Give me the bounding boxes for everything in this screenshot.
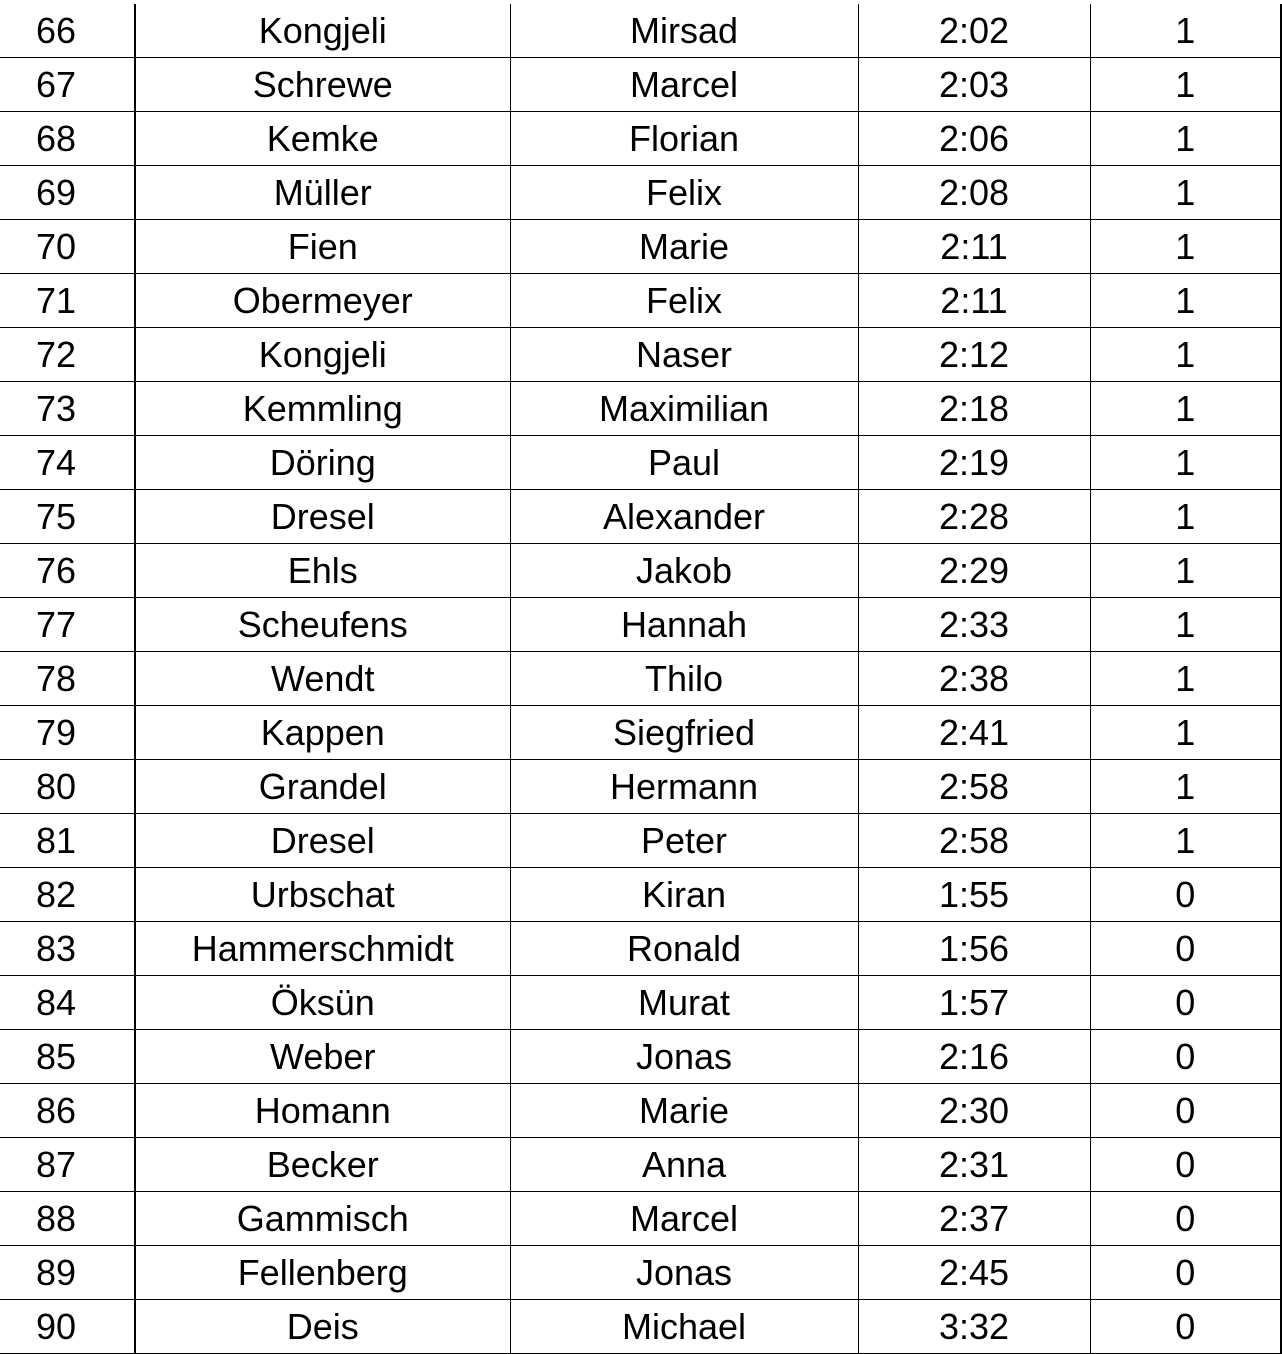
first-name-cell: Marcel — [510, 58, 858, 112]
table-row — [0, 976, 1281, 1030]
first-name-cell: Kiran — [510, 868, 858, 922]
flag-cell: 0 — [1090, 1030, 1281, 1084]
results-table-body — [0, 4, 1281, 1354]
time-cell: 2:08 — [858, 166, 1090, 220]
results-table — [0, 4, 1282, 1354]
flag-cell: 1 — [1090, 274, 1281, 328]
flag-cell: 0 — [1090, 1246, 1281, 1300]
place-cell: 67 — [0, 58, 135, 112]
place-cell: 80 — [0, 760, 135, 814]
place-cell: 83 — [0, 922, 135, 976]
place-cell: 68 — [0, 112, 135, 166]
time-cell: 2:12 — [858, 328, 1090, 382]
place-cell: 72 — [0, 328, 135, 382]
first-name-cell: Marie — [510, 1084, 858, 1138]
last-name-cell: Müller — [135, 166, 510, 220]
time-cell: 2:29 — [858, 544, 1090, 598]
time-cell: 2:33 — [858, 598, 1090, 652]
place-cell: 75 — [0, 490, 135, 544]
last-name-cell: Döring — [135, 436, 510, 490]
place-cell: 71 — [0, 274, 135, 328]
first-name-cell: Siegfried — [510, 706, 858, 760]
table-row — [0, 1138, 1281, 1192]
flag-cell: 0 — [1090, 976, 1281, 1030]
place-cell: 74 — [0, 436, 135, 490]
flag-cell: 1 — [1090, 4, 1281, 58]
table-row — [0, 814, 1281, 868]
place-cell: 73 — [0, 382, 135, 436]
time-cell: 2:31 — [858, 1138, 1090, 1192]
last-name-cell: Becker — [135, 1138, 510, 1192]
time-cell: 2:02 — [858, 4, 1090, 58]
time-cell: 2:11 — [858, 274, 1090, 328]
first-name-cell: Hannah — [510, 598, 858, 652]
first-name-cell: Maximilian — [510, 382, 858, 436]
last-name-cell: Deis — [135, 1300, 510, 1354]
time-cell: 1:56 — [858, 922, 1090, 976]
place-cell: 70 — [0, 220, 135, 274]
time-cell: 2:41 — [858, 706, 1090, 760]
table-row — [0, 436, 1281, 490]
last-name-cell: Kongjeli — [135, 4, 510, 58]
last-name-cell: Homann — [135, 1084, 510, 1138]
place-cell: 77 — [0, 598, 135, 652]
time-cell: 3:32 — [858, 1300, 1090, 1354]
last-name-cell: Dresel — [135, 490, 510, 544]
flag-cell: 1 — [1090, 58, 1281, 112]
first-name-cell: Felix — [510, 274, 858, 328]
flag-cell: 0 — [1090, 1138, 1281, 1192]
place-cell: 82 — [0, 868, 135, 922]
time-cell: 2:58 — [858, 814, 1090, 868]
last-name-cell: Scheufens — [135, 598, 510, 652]
flag-cell: 1 — [1090, 382, 1281, 436]
time-cell: 2:16 — [858, 1030, 1090, 1084]
table-row — [0, 328, 1281, 382]
time-cell: 1:55 — [858, 868, 1090, 922]
last-name-cell: Hammerschmidt — [135, 922, 510, 976]
last-name-cell: Wendt — [135, 652, 510, 706]
last-name-cell: Gammisch — [135, 1192, 510, 1246]
time-cell: 2:18 — [858, 382, 1090, 436]
first-name-cell: Mirsad — [510, 4, 858, 58]
first-name-cell: Marie — [510, 220, 858, 274]
first-name-cell: Ronald — [510, 922, 858, 976]
time-cell: 2:30 — [858, 1084, 1090, 1138]
time-cell: 2:03 — [858, 58, 1090, 112]
place-cell: 89 — [0, 1246, 135, 1300]
first-name-cell: Michael — [510, 1300, 858, 1354]
time-cell: 2:11 — [858, 220, 1090, 274]
flag-cell: 1 — [1090, 166, 1281, 220]
place-cell: 85 — [0, 1030, 135, 1084]
flag-cell: 1 — [1090, 490, 1281, 544]
table-row — [0, 706, 1281, 760]
results-sheet — [0, 4, 1282, 1354]
table-row — [0, 1030, 1281, 1084]
flag-cell: 1 — [1090, 544, 1281, 598]
first-name-cell: Paul — [510, 436, 858, 490]
table-row — [0, 1300, 1281, 1354]
flag-cell: 0 — [1090, 1084, 1281, 1138]
first-name-cell: Florian — [510, 112, 858, 166]
place-cell: 90 — [0, 1300, 135, 1354]
place-cell: 84 — [0, 976, 135, 1030]
time-cell: 2:28 — [858, 490, 1090, 544]
last-name-cell: Weber — [135, 1030, 510, 1084]
last-name-cell: Obermeyer — [135, 274, 510, 328]
table-row — [0, 760, 1281, 814]
last-name-cell: Dresel — [135, 814, 510, 868]
time-cell: 2:19 — [858, 436, 1090, 490]
first-name-cell: Felix — [510, 166, 858, 220]
last-name-cell: Grandel — [135, 760, 510, 814]
first-name-cell: Alexander — [510, 490, 858, 544]
time-cell: 2:06 — [858, 112, 1090, 166]
flag-cell: 0 — [1090, 1192, 1281, 1246]
table-row — [0, 58, 1281, 112]
first-name-cell: Marcel — [510, 1192, 858, 1246]
table-row — [0, 166, 1281, 220]
last-name-cell: Öksün — [135, 976, 510, 1030]
table-row — [0, 1084, 1281, 1138]
table-row — [0, 922, 1281, 976]
table-row — [0, 4, 1281, 58]
time-cell: 2:37 — [858, 1192, 1090, 1246]
place-cell: 66 — [0, 4, 135, 58]
first-name-cell: Jonas — [510, 1030, 858, 1084]
table-row — [0, 274, 1281, 328]
table-row — [0, 1246, 1281, 1300]
flag-cell: 1 — [1090, 328, 1281, 382]
first-name-cell: Jonas — [510, 1246, 858, 1300]
flag-cell: 1 — [1090, 814, 1281, 868]
time-cell: 1:57 — [858, 976, 1090, 1030]
flag-cell: 1 — [1090, 706, 1281, 760]
place-cell: 88 — [0, 1192, 135, 1246]
table-row — [0, 112, 1281, 166]
table-row — [0, 382, 1281, 436]
last-name-cell: Fellenberg — [135, 1246, 510, 1300]
place-cell: 86 — [0, 1084, 135, 1138]
last-name-cell: Kemmling — [135, 382, 510, 436]
last-name-cell: Kongjeli — [135, 328, 510, 382]
place-cell: 69 — [0, 166, 135, 220]
last-name-cell: Fien — [135, 220, 510, 274]
flag-cell: 1 — [1090, 598, 1281, 652]
first-name-cell: Murat — [510, 976, 858, 1030]
first-name-cell: Peter — [510, 814, 858, 868]
first-name-cell: Jakob — [510, 544, 858, 598]
table-row — [0, 220, 1281, 274]
place-cell: 78 — [0, 652, 135, 706]
table-row — [0, 598, 1281, 652]
time-cell: 2:58 — [858, 760, 1090, 814]
flag-cell: 1 — [1090, 220, 1281, 274]
place-cell: 87 — [0, 1138, 135, 1192]
time-cell: 2:38 — [858, 652, 1090, 706]
last-name-cell: Ehls — [135, 544, 510, 598]
first-name-cell: Hermann — [510, 760, 858, 814]
flag-cell: 0 — [1090, 922, 1281, 976]
first-name-cell: Anna — [510, 1138, 858, 1192]
place-cell: 76 — [0, 544, 135, 598]
table-row — [0, 652, 1281, 706]
last-name-cell: Schrewe — [135, 58, 510, 112]
place-cell: 81 — [0, 814, 135, 868]
place-cell: 79 — [0, 706, 135, 760]
last-name-cell: Urbschat — [135, 868, 510, 922]
flag-cell: 0 — [1090, 1300, 1281, 1354]
last-name-cell: Kappen — [135, 706, 510, 760]
first-name-cell: Naser — [510, 328, 858, 382]
first-name-cell: Thilo — [510, 652, 858, 706]
table-row — [0, 1192, 1281, 1246]
flag-cell: 1 — [1090, 436, 1281, 490]
table-row — [0, 490, 1281, 544]
time-cell: 2:45 — [858, 1246, 1090, 1300]
last-name-cell: Kemke — [135, 112, 510, 166]
table-row — [0, 544, 1281, 598]
flag-cell: 1 — [1090, 112, 1281, 166]
flag-cell: 1 — [1090, 760, 1281, 814]
table-row — [0, 868, 1281, 922]
flag-cell: 0 — [1090, 868, 1281, 922]
flag-cell: 1 — [1090, 652, 1281, 706]
